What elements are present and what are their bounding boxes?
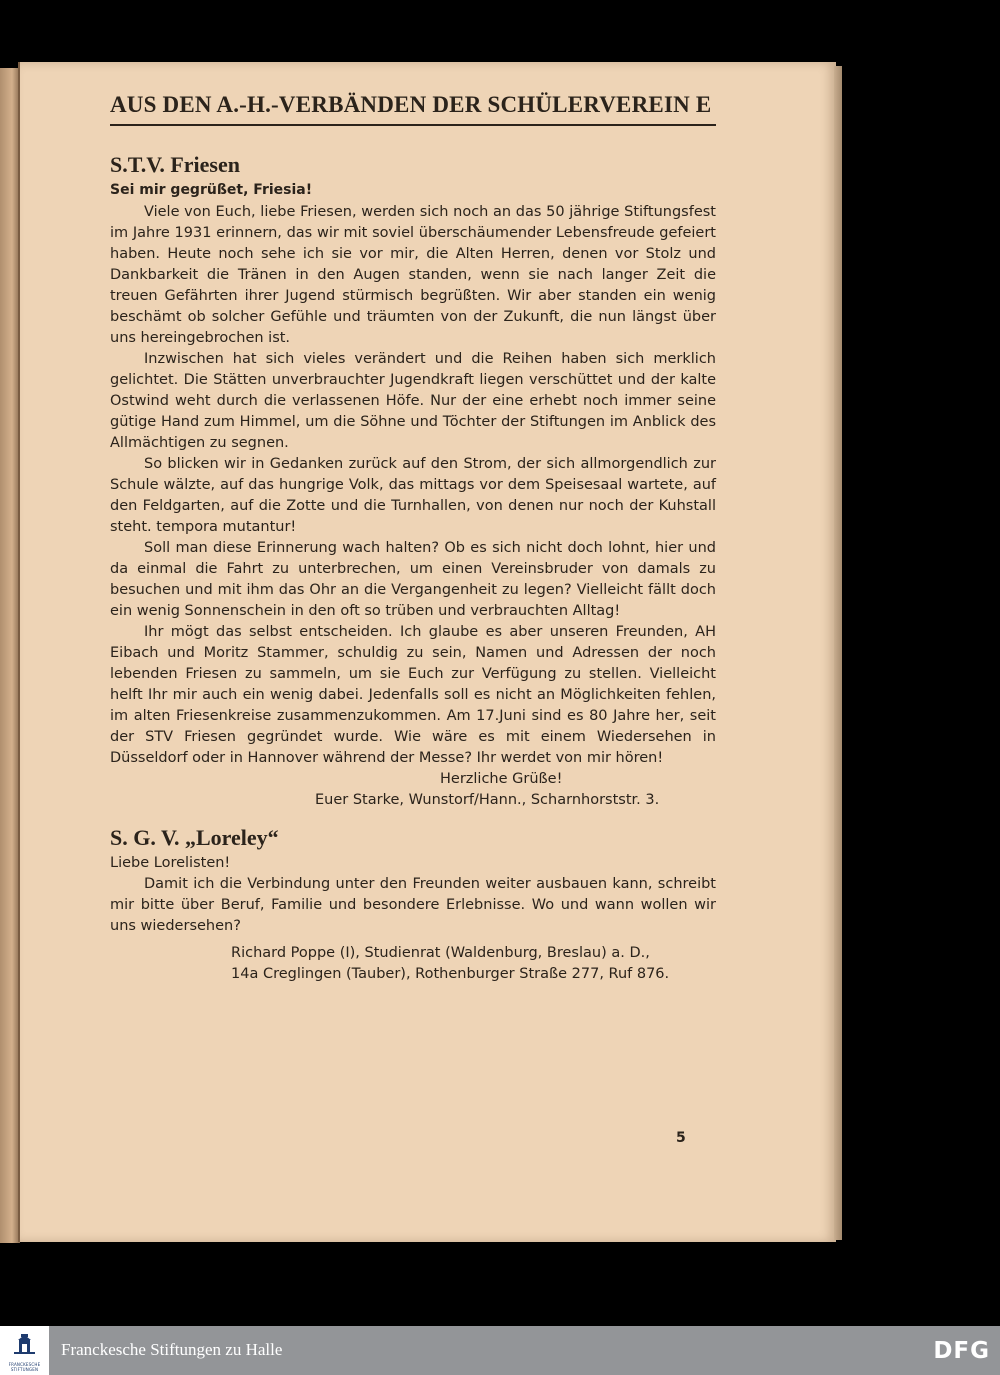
page-edge-shadow <box>834 66 842 1240</box>
dfg-logo[interactable]: DFG <box>933 1338 990 1364</box>
loreley-paragraph: Damit ich die Verbindung unter den Freunden weiter ausbauen kann, schreibt mir bitte über Beruf, Familie und besondere Erlebnisse. Wo und wann wollen wir uns wiedersehen? <box>110 876 716 934</box>
left-page-edge <box>0 68 20 1243</box>
building-icon <box>0 1326 49 1362</box>
friesen-greeting: Sei mir gegrüßet, Friesia! <box>110 182 313 198</box>
friesen-closing: Herzliche Grüße! <box>440 771 563 787</box>
loreley-address-line-2: 14a Creglingen (Tauber), Rothenburger Straße 277, Ruf 876. <box>231 966 670 982</box>
page-number: 5 <box>676 1130 686 1146</box>
friesen-title: S.T.V. Friesen <box>110 152 240 177</box>
footer-bar <box>0 1326 1000 1375</box>
loreley-title: S. G. V. „Loreley“ <box>110 825 279 850</box>
friesen-paragraph: Soll man diese Erinnerung wach halten? Ob es sich nicht doch lohnt, hier und da einmal die Fahrt zu unterbrechen, um einen Vereinsbruder von damals zu besuchen und mit ihm das Ohr an die Vergangenheit zu legen? Vielleicht fällt doch ein wenig Sonnenschein in den oft so trüben und verbrauchten Alltag! <box>110 540 716 619</box>
logo-caption: FRANCKESCHE STIFTUNGEN <box>8 1362 41 1372</box>
friesen-signature: Euer Starke, Wunstorf/Hann., Scharnhorststr. 3. <box>315 792 660 808</box>
friesen-paragraph: Ihr mögt das selbst entscheiden. Ich glaube es aber unseren Freunden, AH Eibach und Moritz Stammer, schuldig zu sein, Namen und Adressen der noch lebenden Friesen zu sammeln, um sie Euch zur Verfügung zu stellen. Vielleicht helft Ihr mir auch ein wenig dabei. Jedenfalls soll es nicht an Möglichkeiten fehlen, im alten Friesenkreise zusammenzukommen. Am 17.Juni sind es 80 Jahre her, seit der STV Friesen gegründet wurde. Wie wäre es mit einem Wiedersehen in Düsseldorf oder in Hannover während der Messe? Ihr werdet von mir hören! <box>110 624 716 766</box>
friesen-paragraph: So blicken wir in Gedanken zurück auf den Strom, der sich allmorgendlich zur Schule wälzte, auf das hungrige Volk, das mittags vor dem Speisesaal wartete, auf den Feldgarten, auf die Zotte und die Turnhallen, von denen nur noch der Kuhstall steht. tempora mutantur! <box>110 456 716 535</box>
loreley-address-line-1: Richard Poppe (I), Studienrat (Waldenburg, Breslau) a. D., <box>231 945 650 961</box>
loreley-salutation: Liebe Lorelisten! <box>110 855 231 871</box>
franckesche-logo[interactable] <box>0 1326 49 1375</box>
section-heading: AUS DEN A.-H.-VERBÄNDEN DER SCHÜLERVEREIN E <box>110 92 716 126</box>
friesen-paragraph: Inzwischen hat sich vieles verändert und die Reihen haben sich merklich gelichtet. Die Stätten unverbrauchter Jugendkraft liegen verschüttet und der kalte Ostwind weht durch die verlassenen Höfe. Nur der eine erhebt noch immer seine gütige Hand zum Himmel, um die Söhne und Töchter der Stiftungen im Anblick des Allmächtigen zu segnen. <box>110 351 716 451</box>
page-content <box>110 92 716 985</box>
friesen-paragraph: Viele von Euch, liebe Friesen, werden sich noch an das 50 jährige Stiftungsfest im Jahre 1931 erinnern, das wir mit soviel überschäumender Lebensfreude gefeiert haben. Heute noch sehe ich sie vor mir, die Alten Herren, denen vor Stolz und Dankbarkeit die Tränen in den Augen standen, wenn sie nach langer Zeit die treuen Gefährten ihrer Jugend stürmisch begrüßten. Wir aber standen ein wenig beschämt ob solcher Gefühle und träumten von der Zukunft, die nun längst über uns hereingebrochen ist. <box>110 204 716 346</box>
institution-name[interactable]: Franckesche Stiftungen zu Halle <box>61 1340 283 1359</box>
